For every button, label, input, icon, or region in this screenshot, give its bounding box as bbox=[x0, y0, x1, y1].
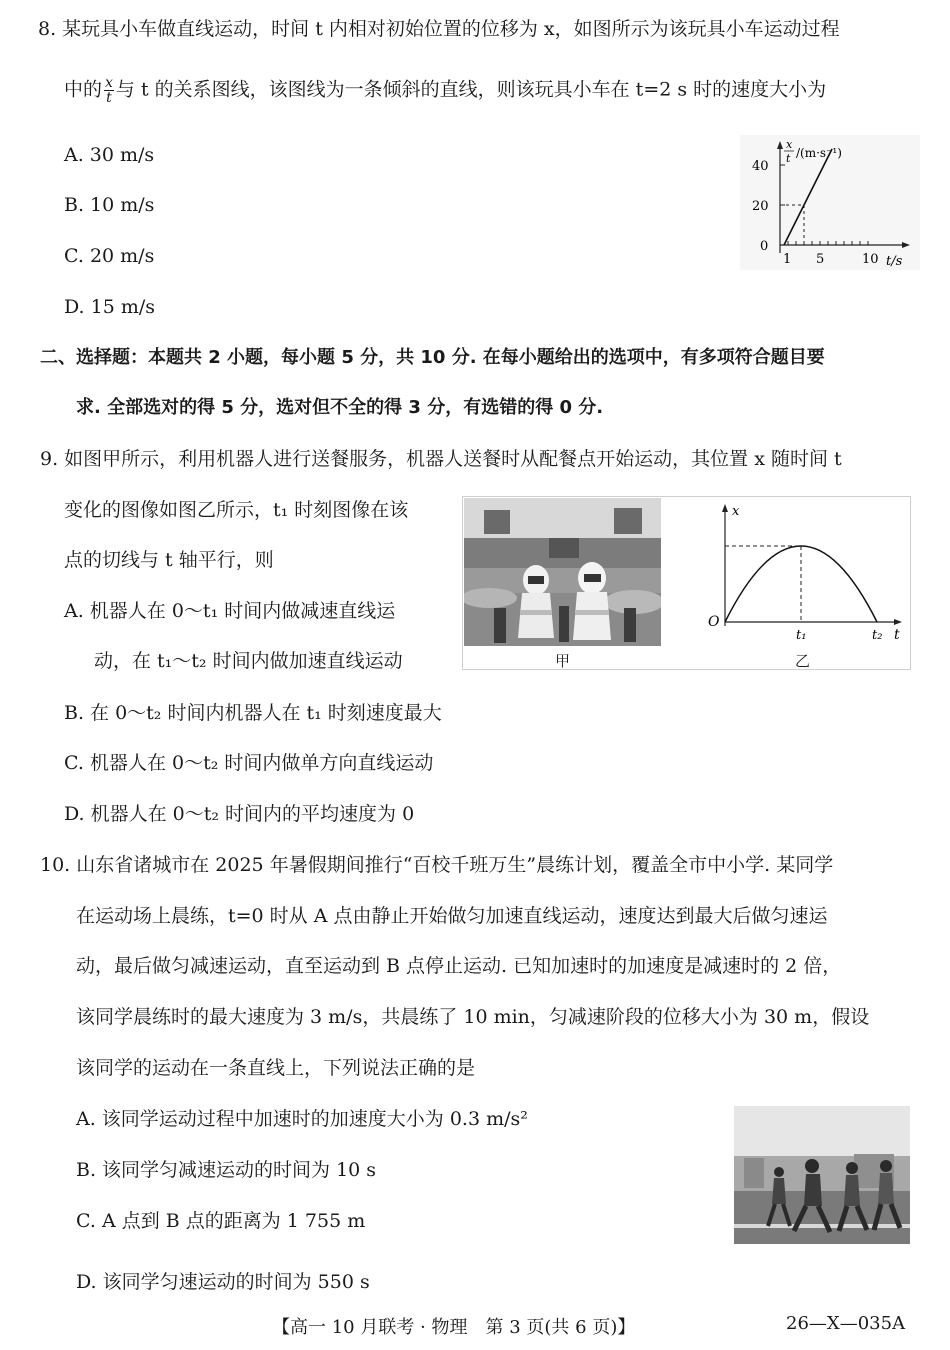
q8-line2-post: 与 t 的关系图线，该图线为一条倾斜的直线，则该玩具小车在 t=2 s 时的速度大小为 bbox=[115, 78, 827, 101]
q9-xlabel: t bbox=[894, 627, 900, 643]
q8-frac-num: x bbox=[105, 75, 113, 91]
q8-xtick-5: 5 bbox=[816, 252, 825, 267]
q10-stem-line2: 在运动场上晨练，t=0 时从 A 点由静止开始做匀加速直线运动，速度达到最大后做匀速运 bbox=[76, 905, 828, 927]
q9-option-c: C. 机器人在 0～t₂ 时间内做单方向直线运动 bbox=[64, 752, 434, 774]
q8-ylabel-unit: /(m·s⁻¹) bbox=[796, 146, 842, 160]
q8-ytick-20: 20 bbox=[752, 199, 769, 214]
footer-code: 26—X—035A bbox=[786, 1313, 906, 1334]
q9-option-b: B. 在 0～t₂ 时间内机器人在 t₁ 时刻速度最大 bbox=[64, 702, 442, 724]
q8-stem-line1: 8. 某玩具小车做直线运动，时间 t 内相对初始位置的位移为 x，如图所示为该玩具小车运动过程 bbox=[38, 18, 840, 40]
q9-option-d: D. 机器人在 0～t₂ 时间内的平均速度为 0 bbox=[64, 803, 415, 825]
q8-stem-line2 bbox=[64, 76, 826, 105]
q8-ylabel-num: x bbox=[786, 138, 793, 151]
q9-stem-line3: 点的切线与 t 轴平行，则 bbox=[64, 549, 274, 571]
q9-option-a-line1: A. 机器人在 0～t₁ 时间内做减速直线运 bbox=[64, 600, 396, 622]
q9-ylabel: x bbox=[732, 504, 740, 519]
q9-stem-line1: 9. 如图甲所示，利用机器人进行送餐服务，机器人送餐时从配餐点开始运动，其位置 x 随时间 t bbox=[40, 448, 842, 470]
section2-line1: 二、选择题：本题共 2 小题，每小题 5 分，共 10 分. 在每小题给出的选项中，有多项符合题目要 bbox=[40, 347, 825, 368]
q9-x-arrow bbox=[894, 619, 902, 625]
q10-stem-line3: 动，最后做匀减速运动，直至运动到 B 点停止运动. 已知加速时的加速度是减速时的 2 倍， bbox=[76, 955, 842, 977]
q9-caption-yi: 乙 bbox=[795, 652, 811, 670]
q8-ylabel-den: t bbox=[786, 152, 791, 165]
q8-line2-pre: 中的 bbox=[64, 78, 103, 101]
q8-ytick-0: 0 bbox=[760, 239, 769, 254]
q8-frac-den: t bbox=[106, 90, 112, 106]
q8-option-b: B. 10 m/s bbox=[64, 194, 155, 216]
q10-option-b: B. 该同学匀减速运动的时间为 10 s bbox=[76, 1159, 377, 1181]
q10-stem-line4: 该同学晨练时的最大速度为 3 m/s，共晨练了 10 min，匀减速阶段的位移大小为 30 m，假设 bbox=[76, 1006, 870, 1028]
footer-title: 【高一 10 月联考 · 物理 第 3 页(共 6 页)】 bbox=[272, 1317, 636, 1338]
q9-graph bbox=[700, 498, 905, 648]
q9-option-a-line2: 动，在 t₁～t₂ 时间内做加速直线运动 bbox=[94, 650, 403, 672]
q8-option-c: C. 20 m/s bbox=[64, 245, 155, 267]
q10-option-c: C. A 点到 B 点的距离为 1 755 m bbox=[76, 1210, 366, 1232]
q9-origin: O bbox=[708, 614, 720, 630]
q9-stem-line2: 变化的图像如图乙所示，t₁ 时刻图像在该 bbox=[64, 499, 409, 521]
q10-stem-line1: 10. 山东省诸城市在 2025 年暑假期间推行“百校千班万生”晨练计划，覆盖全市中小学. 某同学 bbox=[40, 854, 834, 876]
q8-xtick-10: 10 bbox=[862, 252, 879, 267]
q9-y-arrow bbox=[722, 504, 728, 512]
q8-fraction bbox=[104, 76, 114, 105]
q8-xtick-1: 1 bbox=[783, 252, 792, 267]
q9-t2-label: t₂ bbox=[872, 628, 883, 643]
section2-line2: 求. 全部选对的得 5 分，选对但不全的得 3 分，有选错的得 0 分. bbox=[76, 397, 604, 418]
q8-xlabel: t/s bbox=[886, 254, 903, 269]
q10-runners-photo bbox=[734, 1106, 910, 1244]
q8-option-a: A. 30 m/s bbox=[64, 144, 155, 166]
q10-option-d: D. 该同学匀速运动的时间为 550 s bbox=[76, 1271, 370, 1293]
q10-option-a: A. 该同学运动过程中加速时的加速度大小为 0.3 m/s² bbox=[76, 1108, 528, 1130]
q8-option-d: D. 15 m/s bbox=[64, 296, 156, 318]
q9-t1-label: t₁ bbox=[796, 628, 807, 643]
q8-graph bbox=[740, 135, 920, 270]
q8-ytick-40: 40 bbox=[752, 159, 769, 174]
q9-caption-jia: 甲 bbox=[555, 652, 571, 670]
q9-robot-photo bbox=[464, 498, 661, 646]
q10-stem-line5: 该同学的运动在一条直线上，下列说法正确的是 bbox=[76, 1057, 476, 1079]
